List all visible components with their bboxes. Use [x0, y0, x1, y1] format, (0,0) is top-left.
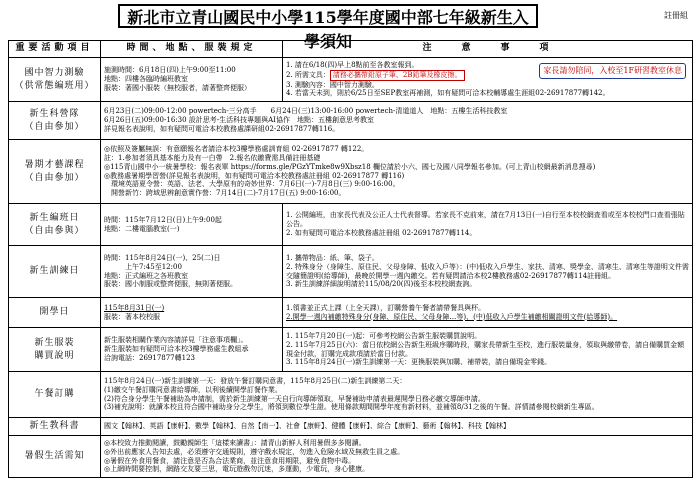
cat-label: 新生訓練日	[29, 266, 80, 277]
cat-science	[9, 102, 101, 140]
note-line: 3. 新生訓練詳細說明請於115/08/20(四)後至本校校網查詢。	[286, 280, 477, 289]
cat-arts	[9, 140, 101, 204]
info-line: ◎上網時間要控制，網路交友要三思，電玩遊戲勿沉迷，多運動，少電玩，身心健康。	[104, 465, 370, 474]
admission-table	[8, 40, 693, 478]
cat-uniform	[9, 328, 101, 372]
note-line: 1. 攜帶物品：紙、筆、袋子。	[286, 254, 379, 262]
info-line: 地點：正式編班之各班教室	[104, 271, 188, 280]
info-line: 上午7:45至12:00	[104, 262, 182, 271]
info-line: 服裝：著國小服裝（無校服者，請著整齊便服）	[104, 83, 251, 92]
info-lunch	[101, 372, 693, 418]
cat-summer	[9, 436, 101, 478]
row-lunch	[9, 372, 693, 418]
note-line: 1.領書並正式上課（上全天課），訂購營養午餐者請帶餐具與杯。	[286, 303, 486, 312]
info-line: ◎教務處暑期學習營(詳見報名表說明，如有疑問可電洽本校教務處註冊組 02-26917877 轉116)	[104, 171, 405, 180]
info-orientation	[101, 204, 283, 246]
header-activity: 重要活動項目	[9, 41, 101, 58]
info-line: 地點：四樓各臨時編班教室	[104, 75, 188, 84]
info-line: 新生服裝如有疑問可洽本校3樓學務處生教組承	[104, 345, 249, 354]
cat-label: 新生服裝	[34, 337, 75, 348]
info-science	[101, 102, 693, 140]
header-row	[9, 41, 693, 58]
info-line: 115年8月24日(一)新生訓練第一天：發放午餐訂購同意書，115年8月25日(二)新生訓練第二天：	[104, 377, 407, 385]
cat-label: 開學日	[39, 307, 70, 318]
info-line: 詳見報名表說明，如有疑問可電洽本校教務處課研組02-26917877轉116。	[104, 124, 340, 133]
cat-label: 午餐訂購	[34, 389, 75, 400]
notes-training	[283, 246, 693, 298]
cat-start	[9, 298, 101, 328]
note-line: 3. 測驗內容：國中智力測驗。	[286, 80, 379, 89]
notes-orientation	[283, 204, 693, 246]
row-training	[9, 246, 693, 298]
info-line: ◎暑假在外食用餐食，請注意是否為合法業商，並注意食用期限，避免食物中毒。	[104, 456, 356, 465]
notes-uniform	[283, 328, 693, 372]
info-line: 國文【翰林】、英語【康軒】、數學【翰林】、自然【南一】、社會【康軒】、健體【康軒】、綜合【康軒】、藝術【翰林】、科技【翰林】	[104, 422, 510, 431]
note-line: 1. 115年7月20日(一)起：可參考校網公告新生服裝購買說明。	[286, 332, 482, 340]
info-line: ◎本校致力推動閱讀，鼓勵親師生「這樣來讀書」：請青山新鮮人利用暑假多多閱讀。	[104, 439, 366, 447]
info-line: 服裝：著本校校服	[104, 312, 160, 321]
note-line: 1. 請在6/18(四)早上8點前至各教室報到。	[286, 61, 419, 69]
info-line: 6月26日(五)09:00-16:30 設計思考-生活科技專題與AI協作 地點：五樓創意思考教室	[104, 116, 374, 125]
info-line: 115年8月31日(一)	[104, 303, 165, 312]
note-line: 2. 特殊身分（身障生、原住民、父母身障、低收入戶等）：(中)低收入戶學生、家扶、清寒、獎學金、清寒生、清寒生等證明文件需交隨簡證明(給導師)，最晚於開學一週內繳交。若有疑問請洽本校2樓教務處02-26917877轉114註冊組。	[286, 262, 689, 280]
info-textbooks	[101, 418, 693, 436]
row-uniform	[9, 328, 693, 372]
info-uniform	[101, 328, 283, 372]
cat-label: 新生科營隊	[29, 108, 80, 119]
info-line: 開營新竹：跨域思辨創意實作營：7月14日(二)-7月17日(五) 9:00-16:00。	[104, 189, 346, 197]
info-line: 註：1.參加者須具基本能力及有一白帶 2.報名依繳費需具備註冊基礎	[104, 154, 321, 162]
info-line: 時間：115年8月24日(一)、25(二)日	[104, 254, 221, 262]
info-line: ◎外出前應家人告知去處，必須遵守交通規則，遵守戲水規定，勿進入危險水域及無救生員之處。	[104, 447, 405, 456]
document-title: 新北市立青山國民中小學115學年度國中部七年級新生入學須知	[118, 4, 538, 28]
row-orientation	[9, 204, 693, 246]
cat-label: 暑期才藝課程	[24, 159, 85, 170]
highlight-supplies: 請務必攜帶鉛原子筆、2B鉛筆及橡皮擦。	[330, 70, 465, 81]
row-textbooks	[9, 418, 693, 436]
cat-lunch	[9, 372, 101, 418]
row-summer	[9, 436, 693, 478]
note-line: 3. 115年8月24日(一)新生訓練第一天：更換服裝與加購、補帶裝，請自備現金零錢。	[286, 358, 552, 367]
cat-sublabel: 購買說明	[34, 350, 75, 361]
cat-exam	[9, 58, 101, 102]
info-exam	[101, 58, 283, 102]
note-line: 4. 若當天未到，則於6/25日至SEP教室再補測，如有疑問可洽本校輔導處生涯組02-26917877轉142。	[286, 89, 610, 98]
note-line: 2. 115年7月25日(六)：當日依校網公告新生班級序購時段，購家長帶新生至校，進行服裝量身，領取與繳帶卷，請自備購買金額現金付款，訂購完成款項請於當日付款。	[286, 340, 685, 358]
note-line: 1. 公開編班，由家長代表及公正人士代表督導。若家長不克前來，請在7月13日(一)自行至本校校網查看或至本校校門口查看張貼公告。	[286, 211, 685, 229]
info-line: (1)繳交午餐訂購同意書給導師，以利後續開學訂餐作業。	[104, 385, 282, 394]
cat-sublabel: （自由參與）	[24, 225, 85, 236]
info-line: ◎依照及簽屬無誤：有意願報名者請洽本校3樓學務處訓育組 02-26917877 轉122。	[104, 145, 369, 154]
info-line: 地點：二樓電腦教室(一)	[104, 224, 180, 233]
cat-textbooks	[9, 418, 101, 436]
info-line: 新生服裝相關作業內容請詳見「注意事項欄」。	[104, 336, 248, 345]
info-line: 施測時間：6月18日(四)上午9:00至11:00	[104, 66, 236, 75]
cat-sublabel: （自由參加）	[24, 121, 85, 132]
cat-sublabel: （供常態編班用）	[14, 80, 95, 91]
info-start	[101, 298, 283, 328]
note-line: 2.開學一週內補繳特殊身分(身障、原住民、父母身障…等)、(中)低收入戶學生補繳相關證明文件(給導師)。	[286, 312, 618, 321]
header-notes: 注 意 事 項	[283, 41, 693, 58]
info-training	[101, 246, 283, 298]
note-line: 2. 如有疑問可電洽本校教務處註冊組 02-26917877轉114。	[286, 228, 477, 237]
cat-sublabel: （自由參加）	[24, 172, 85, 183]
info-arts	[101, 140, 693, 204]
notes-exam	[283, 58, 693, 102]
header-info: 時間、地點、服裝規定	[101, 41, 283, 58]
info-line: (2)符合身分學生午餐補助為申請制，需於新生訓練第一天自行向導師領取，早餐補助申請表最遲開學日務必繳交導師申請。	[104, 394, 485, 403]
info-line: 時間：115年7月12日(日)上午9:00起	[104, 215, 222, 224]
info-summer	[101, 436, 693, 478]
info-line: (3)補充說明：就讀本校且符合國中補助身分之學生，將領到數位學生證。使用條款期間開學年度有新材料，並補領8/31之後的午餐。詳情請參閱校網新生專區。	[104, 403, 599, 412]
notes-start	[283, 298, 693, 328]
cat-label: 新生教科書	[29, 421, 80, 432]
cat-label: 國中智力測驗	[24, 67, 85, 78]
row-science	[9, 102, 693, 140]
row-arts	[9, 140, 693, 204]
parent-notice-callout: 家長請勿陪同，入校至1F研習教室休息	[539, 63, 686, 79]
cat-training	[9, 246, 101, 298]
info-line: 洽詢電話：26917877轉123	[104, 353, 195, 362]
info-line: 服裝：國小制服或整齊便服，無則著便服。	[104, 280, 237, 289]
issuing-unit: 註冊組	[664, 11, 688, 20]
cat-label: 暑假生活需知	[24, 451, 85, 462]
info-line: 環境英語夏令營：英語、法老、大學原有的奇妙世界：7月6日(一)-7月8日(三) 9:00-16:00。	[104, 180, 400, 189]
info-line: 6月23日(二)09:00-12:00 powertech-三分高手 6月24日(三)13:00-16:00 powertech-清道道人 地點：五樓生活科技教室	[104, 107, 508, 116]
cat-orientation	[9, 204, 101, 246]
note-line: 2. 所需文具： 請務必攜帶鉛原子筆、2B鉛筆及橡皮擦。	[286, 70, 689, 81]
info-line: ◎115青山國中小一統暑學校：報名表單 https://forms.gle/PGzYTmke8w9Xbsz18 欄位請於小六、國七及國八同學報名參加。(可上青山校網最新消息搜尋)	[104, 162, 596, 171]
row-start	[9, 298, 693, 328]
row-exam	[9, 58, 693, 102]
cat-label: 新生編班日	[29, 212, 80, 223]
